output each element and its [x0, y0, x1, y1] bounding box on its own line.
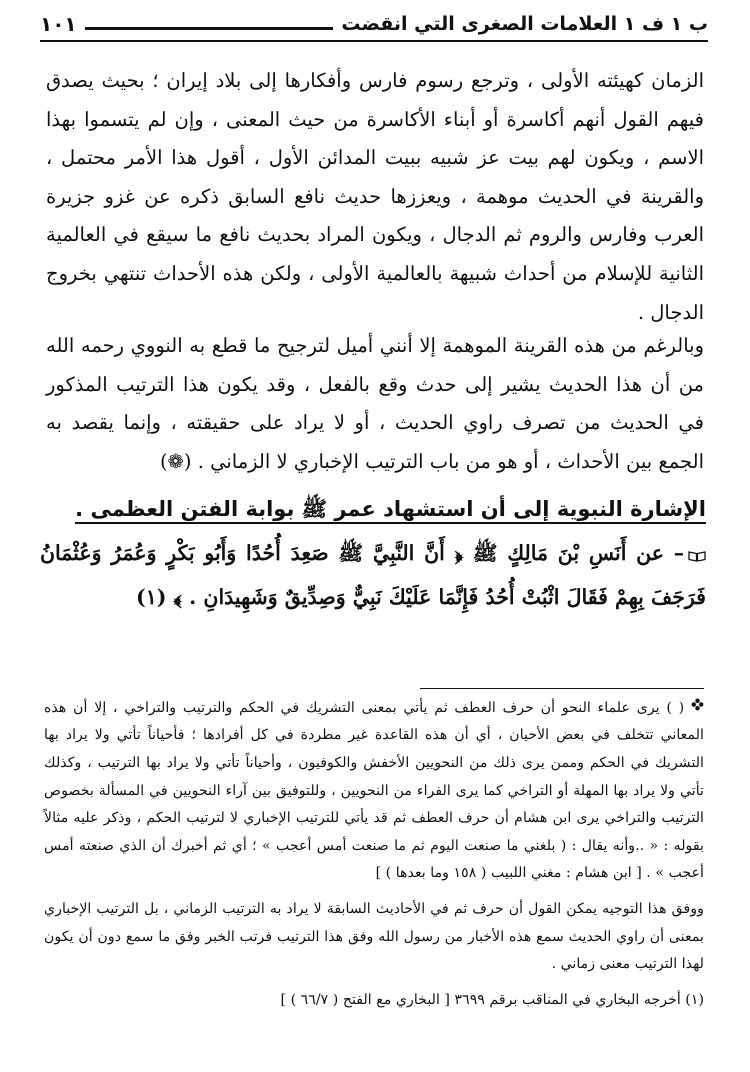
paragraph-text: وبالرغم من هذه القرينة الموهمة إلا أنني أميل لترجيح ما قطع به النووي رحمه الله من أن هذا الحديث يشير إلى حدث وقع بالفعل ، وقد يكون هذا الترتيب المذكور في الحديث من تصرف راوي الحديث ، أو لا يراد على حقيقته ، وإنما يقصد به الجمع بين الأحداث ، أو هو من باب الترتيب الإخباري لا الزماني . (❁)	[46, 334, 704, 473]
hadith-text: – عن أَنَسِ بْنَ مَالِكٍ ﷺ ﴿ أَنَّ النَّبِيَّ ﷺ صَعِدَ أُحُدًا وَأَبُو بَكْرٍ وَعُمَرُ وَعُثْمَانُ فَرَجَفَ بِهِمْ فَقَالَ اثْبُتْ أُحُدُ فَإِنَّمَا عَلَيْكَ نَبِيٌّ وَصِدِّيقٌ وَشَهِيدَانِ . ﴾ (١)	[40, 541, 706, 609]
footnote-star-continuation: ووفق هذا التوجيه يمكن القول أن حرف ثم في الأحاديث السابقة لا يراد به الترتيب الزماني ، بل الترتيب الإخباري بمعنى أن راوي الحديث سمع هذه الأخبار من رسول الله وفق هذا الترتيب فرتب الخبر وفق ما سمع دون أن يكون لهذا الترتيب معنى زماني .	[44, 900, 704, 973]
section-heading	[44, 490, 706, 530]
footnote-separator	[420, 688, 704, 689]
open-book-icon	[688, 534, 706, 576]
body-paragraph-1	[46, 62, 704, 332]
hadith-block	[40, 532, 706, 618]
footnote-star-text: ( ) يرى علماء النحو أن حرف العطف ثم يأتي بمعنى التشريك في الحكم والترتيب والتراخي ، إلا أن هذه المعاني تتخلف في بعض الأحيان ، أي أن هذه القاعدة غير مطردة في كل أفرادها ؛ فأحياناً تأتي ولا يراد بها التشريك في الحكم وممن يرى ذلك من النحويين الأخفش والكوفيون ، وأحياناً تأتي ولا يراد بها الترتيب ، وكذلك تأتي ولا يراد بها المهلة أو التراخي كما يرى الفراء من النحويين ، وللتوفيق بين آراء النحويين في المسألة بخصوص الترتيب والتراخي يرى ابن هشام أن حرف العطف ثم قد يأتي للترتيب الإخباري لا لترتيب الحكم ، وذكر عليه مثالاً بقوله : « ..وأنه يقال : ( بلغني ما صنعت اليوم ثم ما صنعت أمس أعجب » ؛ أي ثم أخبرك أن الذي صنعته أمس أعجب » . [ ابن هشام : مغني اللبيب ( ١٥٨ وما بعدها ) ]	[44, 699, 704, 882]
rosette-icon	[691, 694, 704, 722]
body-paragraph-2	[46, 327, 704, 481]
section-heading-text: الإشارة النبوية إلى أن استشهاد عمر ﷺ بوابة الفتن العظمى .	[75, 497, 706, 524]
running-header	[40, 6, 708, 42]
footnote-star	[44, 694, 704, 888]
chapter-title: ب ١ ف ١ العلامات الصغرى التي انقضت	[341, 13, 708, 35]
paragraph-text: الزمان كهيئته الأولى ، وترجع رسوم فارس وأفكارها إلى بلاد إيران ؛ بحيث يصدق فيهم القول أنهم أكاسرة أو أبناء الأكاسرة من حيث المعنى ، وإن لم يتسموا بهذا الاسم ، ويكون لهم بيت عز شبيه ببيت المدائن الأول ، أقول هذا الأمر محتمل ، والقرينة في الحديث موهمة ، ويعززها حديث نافع السابق ذكره عن غزو جزيرة العرب وفارس والروم ثم الدجال ، ويكون المراد بحديث نافع ما سيقع في العالمية الثانية للإسلام من أحداث شبيهة بالعالمية الأولى ، ولكن هذه الأحداث تنتهي بخروج الدجال .	[46, 69, 704, 324]
footnotes	[44, 694, 704, 1014]
footnote-1: (١) أخرجه البخاري في المناقب برقم ٣٦٩٩ [ البخاري مع الفتح ( ٦٦/٧ ) ]	[280, 991, 704, 1008]
header-rule	[85, 27, 334, 30]
page-number: ١٠١	[40, 12, 77, 36]
